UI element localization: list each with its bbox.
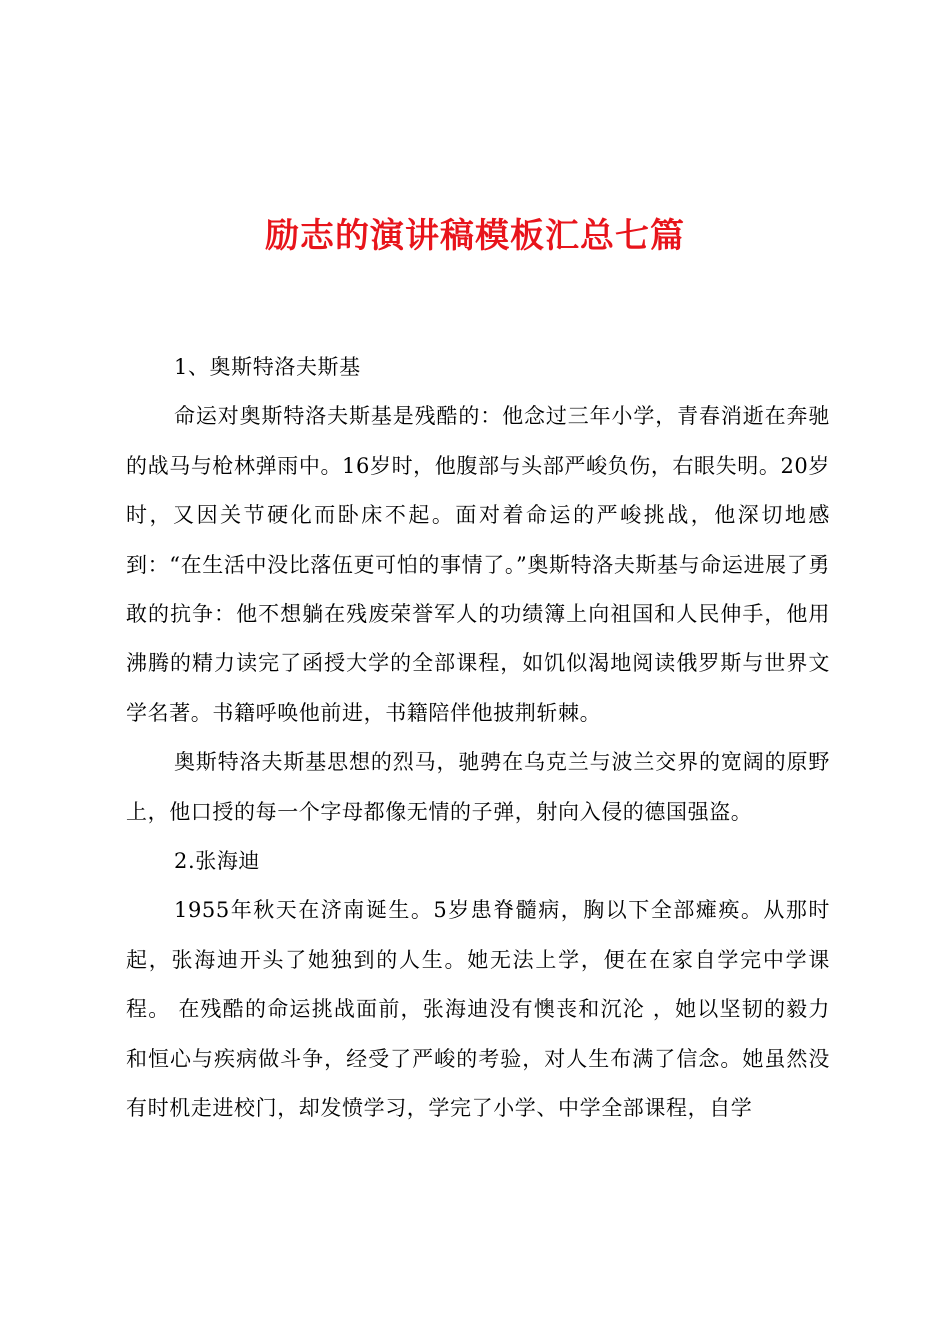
paragraph-ostrovsky-life: 命运对奥斯特洛夫斯基是残酷的：他念过三年小学，青春消逝在奔驰的战马与枪林弹雨中。16岁时，他腹部与头部严峻负伤，右眼失明。20岁时，又因关节硬化而卧床不起。面对着命运的严峻挑战，他深切地感到：“在生活中没比落伍更可怕的事情了。”奥斯特洛夫斯基与命运进展了勇敢的抗争：他不想躺在残废荣誉军人的功绩簿上向祖国和人民伸手，他用沸腾的精力读完了函授大学的全部课程，如饥似渴地阅读俄罗斯与世界文学名著。书籍呼唤他前进，书籍陪伴他披荆斩棘。 bbox=[126, 404, 830, 725]
paragraph-ostrovsky-writing: 奥斯特洛夫斯基思想的烈马，驰骋在乌克兰与波兰交界的宽阔的原野上，他口授的每一个字母都像无情的子弹，射向入侵的德国强盗。 bbox=[126, 750, 830, 824]
paragraph-zhang-haidi: 1955年秋天在济南诞生。5岁患脊髓病，胸以下全部瘫痪。从那时起，张海迪开头了她独到的人生。她无法上学，便在在家自学完中学课程。 在残酷的命运挑战面前，张海迪没有懊丧和沉沦 ，她以坚韧的毅力和恒心与疾病做斗争，经受了严峻的考验，对人生布满了信念。她虽然没有时机走进校门，却发愤学习，学完了小学、中学全部课程，自学 bbox=[126, 898, 830, 1121]
section-heading-zhang-haidi: 2.张海迪 bbox=[174, 849, 261, 874]
document-title: 励志的演讲稿模板汇总七篇 bbox=[265, 216, 685, 256]
section-heading-ostrovsky: 1、奥斯特洛夫斯基 bbox=[174, 355, 361, 379]
document-body bbox=[126, 343, 830, 1134]
